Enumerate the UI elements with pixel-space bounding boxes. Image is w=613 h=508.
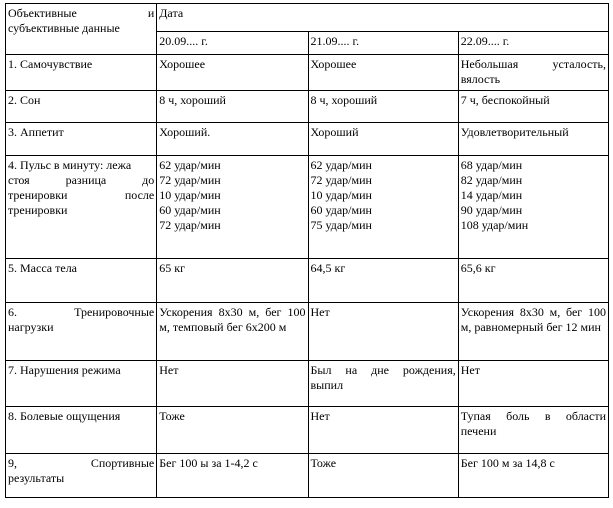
value-cell [308, 454, 458, 498]
row-label: 1. Самочувствие [8, 57, 93, 71]
pulse-value: 108 удар/мин [460, 218, 529, 232]
row-label-line: нагрузки [8, 320, 54, 334]
row-label-cell [6, 91, 157, 123]
pulse-value: 82 удар/мин [460, 173, 523, 187]
row-label-word: до [142, 173, 155, 187]
row-label-line: результаты [8, 471, 65, 485]
row-label-cell [6, 361, 157, 407]
value-cell [458, 156, 608, 259]
value-cell [157, 303, 308, 361]
date-cell [458, 32, 608, 55]
cell-value: Ускорения 8х30 м, бег 100 м, темповый бег 6х200 м [159, 305, 306, 334]
value-cell [308, 259, 458, 303]
row-label-line [8, 305, 154, 320]
header-row [6, 4, 609, 32]
pulse-value: 62 удар/мин [159, 158, 221, 172]
self-control-diary-table [5, 3, 609, 498]
value-cell [458, 259, 608, 303]
cell-value: Хорошее [159, 57, 206, 71]
cell-value: Ускорения 8х30 м, бег 100 м, равномерный бег 12 мин [460, 305, 606, 334]
criteria-header-word: Объективные [8, 6, 77, 20]
row-label-word: разница [65, 173, 107, 187]
pulse-value: 62 удар/мин [310, 158, 372, 172]
criteria-header-line1 [8, 6, 154, 21]
table-row [6, 407, 609, 454]
date-value: 20.09.... г. [159, 34, 208, 48]
table-row [6, 55, 609, 91]
table-row [6, 91, 609, 123]
pulse-value: 90 удар/мин [460, 203, 523, 217]
cell-value: Был на дне рождения, выпил [310, 363, 456, 392]
value-cell [458, 303, 608, 361]
row-label-cell [6, 259, 157, 303]
row-label-line: 4. Пульс в минуту: лежа [8, 158, 132, 172]
cell-value: 8 ч, хороший [310, 93, 378, 107]
value-cell [157, 361, 308, 407]
value-cell [157, 407, 308, 454]
cell-value-line: вялость [460, 72, 501, 86]
row-label-line: тренировки [8, 203, 68, 217]
row-label: 7. Нарушения режима [8, 363, 121, 377]
row-label-cell [6, 156, 157, 259]
cell-value-line [461, 57, 606, 72]
table-row [6, 123, 609, 156]
cell-value: Нет [310, 409, 330, 423]
date-value: 21.09.... г. [310, 34, 360, 48]
table-row [6, 156, 609, 259]
value-cell [308, 407, 458, 454]
row-label: 3. Аппетит [8, 125, 64, 139]
date-header-cell [157, 4, 609, 32]
pulse-value: 75 удар/мин [310, 218, 372, 232]
pulse-value: 14 удар/мин [460, 188, 523, 202]
cell-value: Удовлетворительный [460, 125, 569, 139]
cell-word: усталость, [552, 57, 606, 71]
cell-value: Тоже [310, 456, 337, 470]
date-value: 22.09.... г. [460, 34, 510, 48]
row-label-cell [6, 123, 157, 156]
cell-value: Бег 100 ы за 1-4,2 с [159, 456, 258, 470]
pulse-value: 68 удар/мин [460, 158, 523, 172]
cell-word: Небольшая [460, 57, 519, 71]
value-cell [308, 91, 458, 123]
value-cell [157, 91, 308, 123]
criteria-header-line2: субъективные данные [8, 21, 120, 35]
cell-value: Хорошее [310, 57, 357, 71]
cell-value: Тупая боль в области печени [460, 409, 606, 438]
cell-value: Нет [310, 305, 330, 319]
value-cell [308, 123, 458, 156]
value-cell [308, 55, 458, 91]
row-label-line [8, 173, 154, 188]
table-row [6, 361, 609, 407]
table-row [6, 454, 609, 498]
criteria-header-word: и [147, 6, 155, 20]
row-label: 2. Сон [8, 93, 41, 107]
date-cell [157, 32, 308, 55]
row-label-word: стоя [8, 173, 30, 187]
row-label-word: тренировки [8, 188, 68, 202]
table-row [6, 303, 609, 361]
pulse-value: 10 удар/мин [310, 188, 372, 202]
value-cell [157, 259, 308, 303]
row-label-line [8, 456, 154, 471]
pulse-value: 72 удар/мин [159, 218, 221, 232]
value-cell [157, 123, 308, 156]
row-label-cell [6, 303, 157, 361]
pulse-value: 60 удар/мин [310, 203, 372, 217]
row-label-word: 9, [8, 456, 17, 470]
row-label-word: 6. [8, 305, 17, 319]
pulse-value: 10 удар/мин [159, 188, 221, 202]
cell-value: Хороший. [159, 125, 211, 139]
pulse-value: 72 удар/мин [159, 173, 221, 187]
cell-value: Нет [460, 363, 480, 377]
table-row [6, 259, 609, 303]
value-cell [458, 454, 608, 498]
value-cell [308, 156, 458, 259]
date-header-label: Дата [159, 6, 184, 20]
row-label: 8. Болевые ощущения [8, 409, 121, 423]
value-cell [458, 55, 608, 91]
row-label-word: Спортивные [90, 456, 155, 470]
row-label-line [8, 188, 154, 203]
row-label-cell [6, 55, 157, 91]
row-label-cell [6, 407, 157, 454]
value-cell [308, 361, 458, 407]
value-cell [308, 303, 458, 361]
cell-value: Нет [159, 363, 179, 377]
row-label-word: после [124, 188, 155, 202]
value-cell [458, 123, 608, 156]
cell-value: 7 ч, беспокойный [460, 93, 550, 107]
cell-value: 65 кг [159, 261, 186, 275]
row-label-word: Тренировочные [74, 305, 155, 319]
cell-value: Тоже [159, 409, 185, 423]
value-cell [458, 361, 608, 407]
pulse-value: 72 удар/мин [310, 173, 372, 187]
row-label: 5. Масса тела [8, 261, 78, 275]
value-cell [458, 407, 608, 454]
value-cell [458, 91, 608, 123]
cell-value: 8 ч, хороший [159, 93, 226, 107]
value-cell [157, 454, 308, 498]
cell-value: Бег 100 м за 14,8 с [460, 456, 555, 470]
row-label-cell [6, 454, 157, 498]
cell-value: 64,5 кг [310, 261, 346, 275]
criteria-header-cell [6, 4, 157, 55]
cell-value: Хороший [310, 125, 359, 139]
value-cell [157, 156, 308, 259]
date-cell [308, 32, 458, 55]
pulse-value: 60 удар/мин [159, 203, 221, 217]
cell-value: 65,6 кг [460, 261, 496, 275]
value-cell [157, 55, 308, 91]
